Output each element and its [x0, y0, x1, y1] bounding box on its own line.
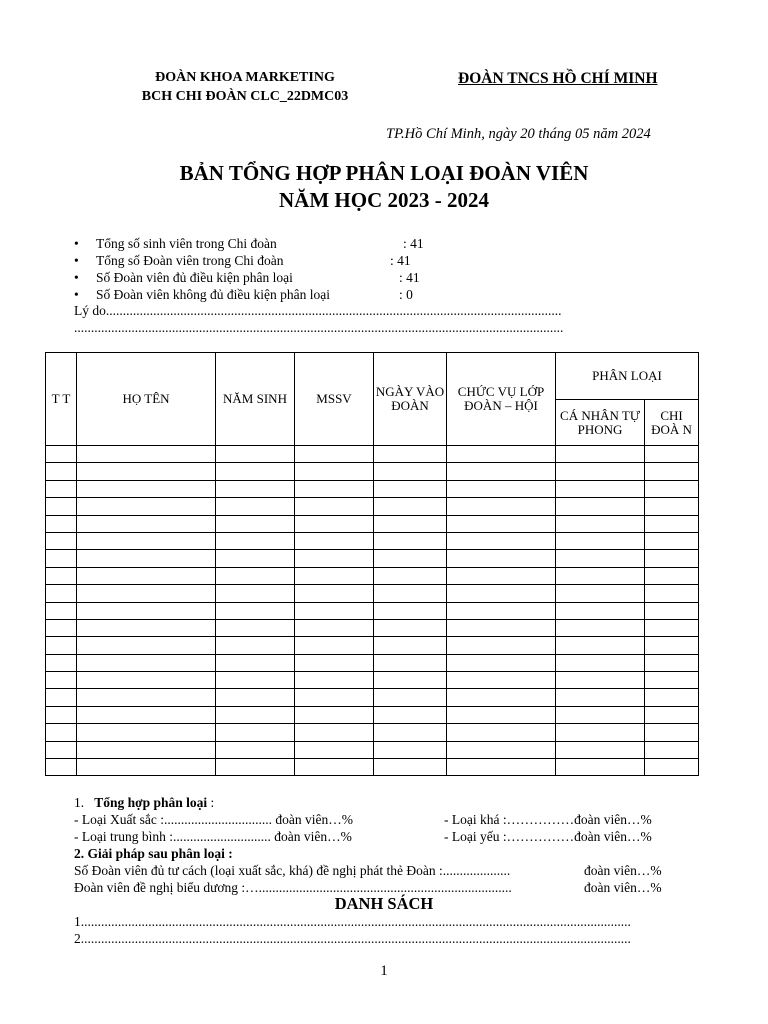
section1-title: Tổng hợp phân loại — [94, 795, 208, 810]
table-cell — [374, 515, 447, 532]
table-cell — [46, 480, 77, 497]
table-cell — [77, 550, 216, 567]
org-header — [100, 68, 390, 106]
table-cell — [645, 654, 699, 671]
table-cell — [447, 480, 556, 497]
table-cell — [447, 463, 556, 480]
table-cell — [447, 706, 556, 723]
table-cell — [216, 654, 295, 671]
table-cell — [77, 706, 216, 723]
table-cell — [556, 689, 645, 706]
stat-value: : 0 — [399, 287, 413, 302]
table-cell — [374, 550, 447, 567]
table-cell — [295, 706, 374, 723]
table-cell — [374, 654, 447, 671]
page-number: 1 — [380, 963, 388, 979]
table-cell — [77, 654, 216, 671]
table-cell — [216, 585, 295, 602]
bullet-icon: • — [74, 253, 79, 268]
col-header-self-class: CÁ NHÂN TỰ PHONG — [556, 400, 645, 446]
table-cell — [374, 480, 447, 497]
table-cell — [374, 532, 447, 549]
table-row — [46, 619, 699, 636]
table-cell — [447, 654, 556, 671]
table-cell — [645, 550, 699, 567]
stat-label: Tổng số sinh viên trong Chi đoàn — [96, 236, 277, 251]
bullet-icon: • — [74, 287, 79, 302]
table-cell — [77, 498, 216, 515]
table-row — [46, 759, 699, 776]
table-cell — [556, 463, 645, 480]
table-cell — [374, 724, 447, 741]
table-cell — [216, 637, 295, 654]
stat-value: : 41 — [399, 270, 420, 285]
stat-value: : 41 — [403, 236, 424, 251]
table-row — [46, 654, 699, 671]
table-cell — [645, 689, 699, 706]
table-cell — [295, 654, 374, 671]
table-cell — [46, 706, 77, 723]
table-cell — [216, 672, 295, 689]
table-row — [46, 515, 699, 532]
table-cell — [216, 619, 295, 636]
table-cell — [216, 446, 295, 463]
table-cell — [645, 463, 699, 480]
table-cell — [374, 759, 447, 776]
table-cell — [374, 741, 447, 758]
table-cell — [556, 585, 645, 602]
table-cell — [374, 602, 447, 619]
table-cell — [374, 446, 447, 463]
table-cell — [295, 637, 374, 654]
table-cell — [216, 550, 295, 567]
table-cell — [295, 689, 374, 706]
table-cell — [77, 602, 216, 619]
table-row — [46, 637, 699, 654]
stat-label: Số Đoàn viên không đủ điều kiện phân loại — [96, 287, 330, 302]
table-cell — [295, 585, 374, 602]
table-cell — [46, 672, 77, 689]
table-row — [46, 585, 699, 602]
weak-count: - Loại yếu :……………đoàn viên…% — [444, 829, 652, 844]
table-cell — [46, 619, 77, 636]
table-cell — [46, 550, 77, 567]
table-cell — [46, 741, 77, 758]
table-cell — [556, 741, 645, 758]
table-cell — [556, 759, 645, 776]
table-cell — [447, 619, 556, 636]
table-cell — [77, 480, 216, 497]
table-cell — [77, 672, 216, 689]
table-cell — [447, 515, 556, 532]
table-cell — [374, 463, 447, 480]
table-cell — [645, 672, 699, 689]
table-row — [46, 446, 699, 463]
table-cell — [374, 585, 447, 602]
table-cell — [295, 480, 374, 497]
table-cell — [77, 741, 216, 758]
table-cell — [77, 446, 216, 463]
table-row — [46, 463, 699, 480]
table-cell — [77, 585, 216, 602]
table-cell — [77, 689, 216, 706]
table-cell — [46, 602, 77, 619]
table-cell — [556, 724, 645, 741]
table-cell — [216, 741, 295, 758]
col-header-join-date: NGÀY VÀO ĐOÀN — [374, 353, 447, 446]
table-cell — [216, 706, 295, 723]
table-cell — [447, 672, 556, 689]
table-cell — [645, 759, 699, 776]
table-cell — [46, 446, 77, 463]
table-row — [46, 480, 699, 497]
bullet-icon: • — [74, 236, 79, 251]
table-cell — [645, 602, 699, 619]
table-cell — [374, 672, 447, 689]
table-cell — [374, 689, 447, 706]
table-cell — [374, 567, 447, 584]
table-cell — [216, 759, 295, 776]
table-cell — [645, 446, 699, 463]
table-row — [46, 602, 699, 619]
section1-suffix: : — [207, 795, 215, 810]
table-cell — [77, 637, 216, 654]
table-cell — [556, 637, 645, 654]
col-header-tt: T T — [46, 353, 77, 446]
table-cell — [645, 532, 699, 549]
table-cell — [645, 706, 699, 723]
list-line-1: 1................................................................................................................................................................... — [74, 914, 631, 929]
title-line1: BẢN TỔNG HỢP PHÂN LOẠI ĐOÀN VIÊN — [179, 161, 589, 185]
table-cell — [645, 567, 699, 584]
table-row — [46, 550, 699, 567]
table-cell — [77, 567, 216, 584]
table-cell — [447, 724, 556, 741]
table-cell — [295, 602, 374, 619]
org-line1: ĐOÀN KHOA MARKETING — [155, 70, 335, 85]
solution-row — [74, 862, 698, 879]
table-cell — [295, 672, 374, 689]
table-row — [46, 498, 699, 515]
col-header-position: CHỨC VỤ LỚP ĐOÀN – HỘI — [447, 353, 556, 446]
union-header: ĐOÀN TNCS HỒ CHÍ MINH — [458, 70, 658, 87]
table-cell — [216, 480, 295, 497]
table-cell — [295, 498, 374, 515]
table-cell — [645, 498, 699, 515]
table-cell — [77, 759, 216, 776]
section1-heading — [74, 794, 698, 811]
table-cell — [295, 567, 374, 584]
table-cell — [447, 637, 556, 654]
table-header-row — [46, 353, 699, 400]
col-header-name: HỌ TÊN — [77, 353, 216, 446]
table-cell — [46, 585, 77, 602]
table-cell — [216, 602, 295, 619]
table-row — [46, 741, 699, 758]
summary-section — [74, 794, 698, 896]
table-cell — [447, 567, 556, 584]
table-cell — [295, 759, 374, 776]
table-cell — [447, 585, 556, 602]
document-title — [0, 160, 768, 214]
table-cell — [295, 741, 374, 758]
table-cell — [556, 567, 645, 584]
table-cell — [645, 480, 699, 497]
list-line-2: 2................................................................................................................................................................... — [74, 931, 631, 946]
table-cell — [374, 619, 447, 636]
table-cell — [46, 724, 77, 741]
section1-number: 1. — [74, 795, 85, 810]
title-line2: NĂM HỌC 2023 - 2024 — [279, 188, 489, 212]
table-cell — [447, 741, 556, 758]
table-cell — [447, 759, 556, 776]
table-row — [46, 706, 699, 723]
table-cell — [645, 585, 699, 602]
col-header-birth-year: NĂM SINH — [216, 353, 295, 446]
table-cell — [77, 724, 216, 741]
table-row — [46, 689, 699, 706]
table-cell — [556, 619, 645, 636]
list-title: DANH SÁCH — [334, 894, 434, 913]
stat-label: Tổng số Đoàn viên trong Chi đoàn — [96, 253, 284, 268]
commendation-proposal: Đoàn viên đề nghị biểu dương :…........................................................................... — [74, 880, 512, 895]
table-cell — [447, 498, 556, 515]
table-cell — [46, 567, 77, 584]
table-cell — [447, 602, 556, 619]
table-cell — [556, 515, 645, 532]
section2-title: 2. Giải pháp sau phân loại : — [74, 846, 233, 861]
table-cell — [295, 619, 374, 636]
table-cell — [295, 515, 374, 532]
table-cell — [216, 724, 295, 741]
table-cell — [556, 532, 645, 549]
col-header-branch-class: CHI ĐOÀ N — [645, 400, 699, 446]
table-cell — [46, 532, 77, 549]
table-cell — [447, 550, 556, 567]
table-cell — [556, 602, 645, 619]
table-cell — [77, 619, 216, 636]
table-cell — [77, 532, 216, 549]
bullet-icon: • — [74, 270, 79, 285]
table-cell — [216, 567, 295, 584]
table-cell — [447, 532, 556, 549]
table-cell — [216, 689, 295, 706]
table-cell — [46, 654, 77, 671]
table-cell — [374, 498, 447, 515]
summary-row — [74, 811, 698, 828]
commendation-value: đoàn viên…% — [584, 880, 662, 895]
table-cell — [295, 446, 374, 463]
col-header-student-id: MSSV — [295, 353, 374, 446]
table-cell — [216, 532, 295, 549]
table-cell — [556, 654, 645, 671]
table-cell — [556, 550, 645, 567]
reason-line1: Lý do....................................................................................................................................... — [74, 303, 562, 318]
reason-lines — [74, 302, 594, 336]
date-line: TP.Hồ Chí Minh, ngày 20 tháng 05 năm 2024 — [386, 126, 651, 142]
org-line2: BCH CHI ĐOÀN CLC_22DMC03 — [141, 89, 349, 104]
table-cell — [295, 463, 374, 480]
table-cell — [645, 724, 699, 741]
table-cell — [374, 706, 447, 723]
reason-line2: ................................................................................................................................................. — [74, 320, 564, 335]
good-count: - Loại khá :……………đoàn viên…% — [444, 812, 652, 827]
table-cell — [46, 759, 77, 776]
table-row — [46, 672, 699, 689]
average-count: - Loại trung bình :............................. đoàn viên…% — [74, 829, 352, 844]
table-cell — [216, 463, 295, 480]
card-proposal: Số Đoàn viên đủ tư cách (loại xuất sắc, khá) đề nghị phát thẻ Đoàn :.................... — [74, 863, 511, 878]
table-cell — [556, 706, 645, 723]
summary-row — [74, 828, 698, 845]
table-row — [46, 567, 699, 584]
table-cell — [46, 463, 77, 480]
table-cell — [645, 619, 699, 636]
table-cell — [295, 532, 374, 549]
table-cell — [645, 515, 699, 532]
table-cell — [77, 463, 216, 480]
classification-table — [45, 352, 699, 776]
table-row — [46, 724, 699, 741]
table-cell — [556, 498, 645, 515]
table-cell — [46, 498, 77, 515]
table-cell — [447, 446, 556, 463]
table-cell — [374, 637, 447, 654]
table-cell — [556, 480, 645, 497]
excellent-count: - Loại Xuất sắc :................................ đoàn viên…% — [74, 812, 353, 827]
table-cell — [46, 689, 77, 706]
section2-heading — [74, 845, 698, 862]
card-proposal-value: đoàn viên…% — [584, 863, 662, 878]
table-cell — [645, 741, 699, 758]
table-cell — [216, 498, 295, 515]
table-cell — [46, 515, 77, 532]
table-cell — [295, 550, 374, 567]
table-cell — [556, 446, 645, 463]
stat-label: Số Đoàn viên đủ điều kiện phân loại — [96, 270, 293, 285]
table-cell — [295, 724, 374, 741]
table-cell — [216, 515, 295, 532]
table-cell — [447, 689, 556, 706]
table-row — [46, 532, 699, 549]
table-cell — [556, 672, 645, 689]
table-cell — [645, 637, 699, 654]
table-cell — [77, 515, 216, 532]
table-cell — [46, 637, 77, 654]
col-header-classification: PHÂN LOẠI — [556, 353, 699, 400]
stat-value: : 41 — [390, 253, 411, 268]
